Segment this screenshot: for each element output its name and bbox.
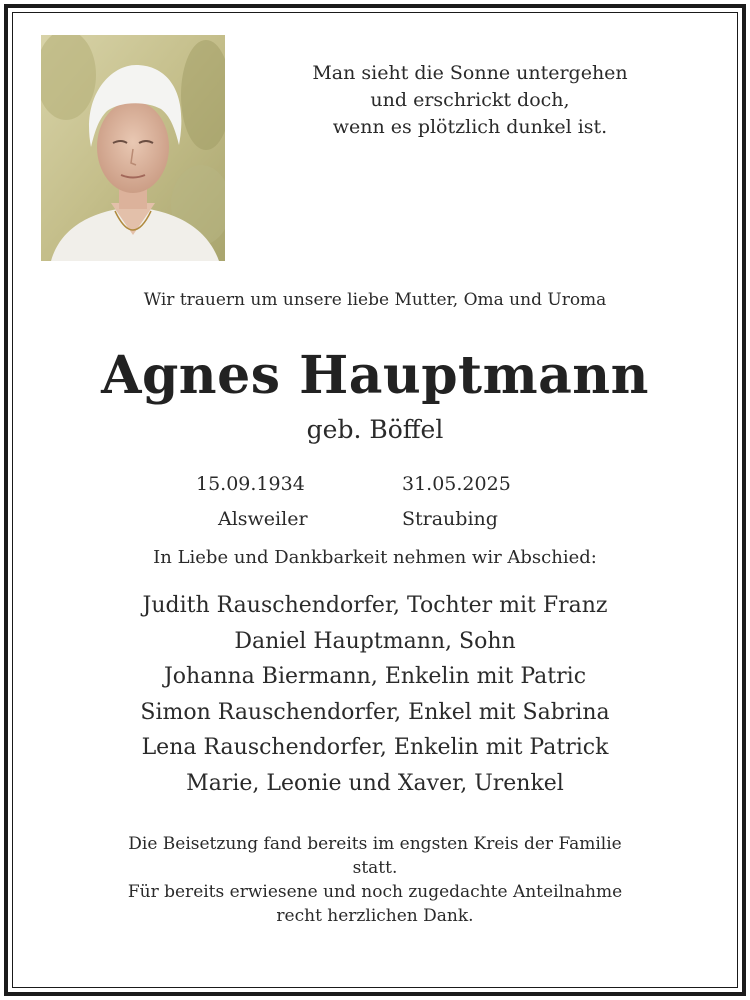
verse-line: und erschrickt doch, xyxy=(370,89,570,111)
maiden-name: geb. Böffel xyxy=(306,415,444,444)
mourner: Lena Rauschendorfer, Enkelin mit Patrick xyxy=(141,735,609,760)
mourner: Johanna Biermann, Enkelin mit Patric xyxy=(163,664,587,689)
mourners-list xyxy=(0,588,750,801)
intro-text: Wir trauern um unsere liebe Mutter, Oma und Uroma xyxy=(143,290,607,310)
mourner: Simon Rauschendorfer, Enkel mit Sabrina xyxy=(140,699,610,725)
mourner: Marie, Leonie und Xaver, Urenkel xyxy=(186,770,564,796)
footer-line: Die Beisetzung fand bereits im engsten Kreis der Familie xyxy=(128,834,622,854)
verse-line: Man sieht die Sonne untergehen xyxy=(312,62,628,84)
portrait-photo xyxy=(41,35,225,261)
mourner: Judith Rauschendorfer, Tochter mit Franz xyxy=(142,593,608,618)
birth-place: Alsweiler xyxy=(218,508,308,530)
footer-line: statt. xyxy=(352,858,398,878)
verse xyxy=(262,60,678,141)
death-date: 31.05.2025 xyxy=(402,473,511,495)
death-place: Straubing xyxy=(402,508,498,530)
deceased-name: Agnes Hauptmann xyxy=(101,345,649,406)
footer-note xyxy=(40,832,710,928)
footer-line: recht herzlichen Dank. xyxy=(276,906,474,926)
mourner: Daniel Hauptmann, Sohn xyxy=(234,628,516,654)
footer-line: Für bereits erwiesene und noch zugedachte Anteilnahme xyxy=(127,882,623,902)
farewell-text: In Liebe und Dankbarkeit nehmen wir Abschied: xyxy=(153,547,597,568)
verse-line: wenn es plötzlich dunkel ist. xyxy=(332,116,608,138)
birth-date: 15.09.1934 xyxy=(196,473,305,495)
